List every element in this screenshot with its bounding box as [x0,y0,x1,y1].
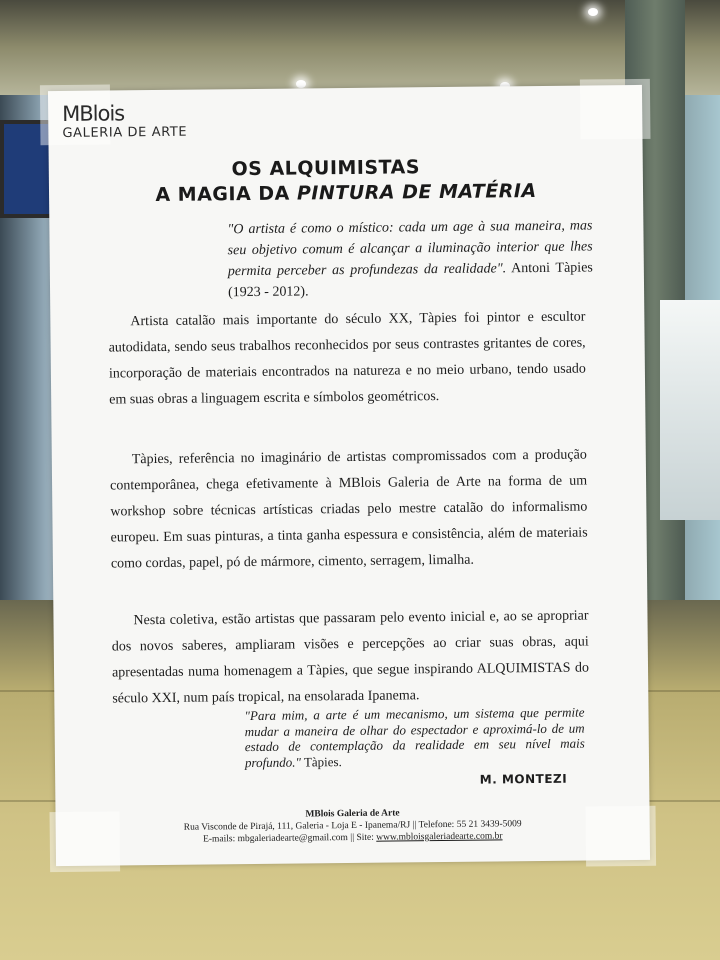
opening-quote-text: "O artista é como o místico: cada um age à sua maneira, mas seu objetivo comum é alcançar a iluminação interior que lhes permita perceber as profundezas da realidade". [227,218,593,280]
footer-gallery-name: MBlois Galeria de Arte [305,808,400,820]
gallery-logo [62,102,187,141]
ceiling-light [296,80,306,88]
title-line-2-emphasis: PINTURA DE MATÉRIA [296,180,537,205]
title-line-2 [49,178,643,209]
paragraph-3: Nesta coletiva, estão artistas que passaram pelo evento inicial e, ao se apropriar dos novos saberes, ampliaram visões e percepções ao criar suas obras, aqui apresentadas numa homenagem a Tàpies, que segue inspirando ALQUIMISTAS do século XXI, num país tropical, na ensolarada Ipanema. [111,608,590,707]
poster-footer [55,805,649,847]
paragraph-1: Artista catalão mais importante do século XX, Tàpies foi pintor e escultor autodidata, sendo seus trabalhos reconhecidos por seus contrastes gritantes de cores, incorporação de materiais encontrados na natureza e no meio urbano, tendo usado em suas obras a linguagem escrita e símbolos geométricos. [108,309,586,408]
footer-emails: E-mails: mbgaleriadearte@gmail.com || Site: [203,832,377,845]
poster-title [49,153,643,209]
closing-quote [244,705,585,771]
exhibition-poster [48,85,650,866]
background-glass [660,300,720,520]
author-signature: M. MONTEZI [479,771,568,787]
tape-corner [580,79,651,140]
opening-quote-attribution: Antoni Tàpies (1923 - 2012). [228,260,593,301]
footer-site-link[interactable]: www.mbloisgaleriadearte.com.br [376,831,503,843]
closing-quote-text: "Para mim, a arte é um mecanismo, um sistema que permite mudar a maneira de olhar do espectador e aproximá-lo de um estado de contemplação da realidade em seu nível mais profundo." [244,704,585,770]
footer-address: Rua Visconde de Pirajá, 111, Galeria - Loja E - Ipanema/RJ || Telefone: 55 21 3439-5009 [183,819,522,833]
paragraph-2: Tàpies, referência no imaginário de artistas compromissados com a produção contemporânea, chega efetivamente à MBlois Galeria de Arte na forma de um workshop sobre técnicas artísticas criadas pelo mestre catalão do informalismo europeu. Em suas pinturas, a tinta ganha espessura e consistência, além de materiais como cordas, papel, pó de mármore, cimento, serragem, limalha. [110,447,588,572]
logo-subtitle: GALERIA DE ARTE [62,124,188,141]
closing-quote-attribution: Tàpies. [303,753,342,769]
opening-quote [227,215,593,303]
logo-name: MBlois [62,101,125,126]
ceiling-light [588,8,598,16]
title-line-2-prefix: A MAGIA DA [155,182,298,207]
title-line-1: OS ALQUIMISTAS [231,156,421,181]
